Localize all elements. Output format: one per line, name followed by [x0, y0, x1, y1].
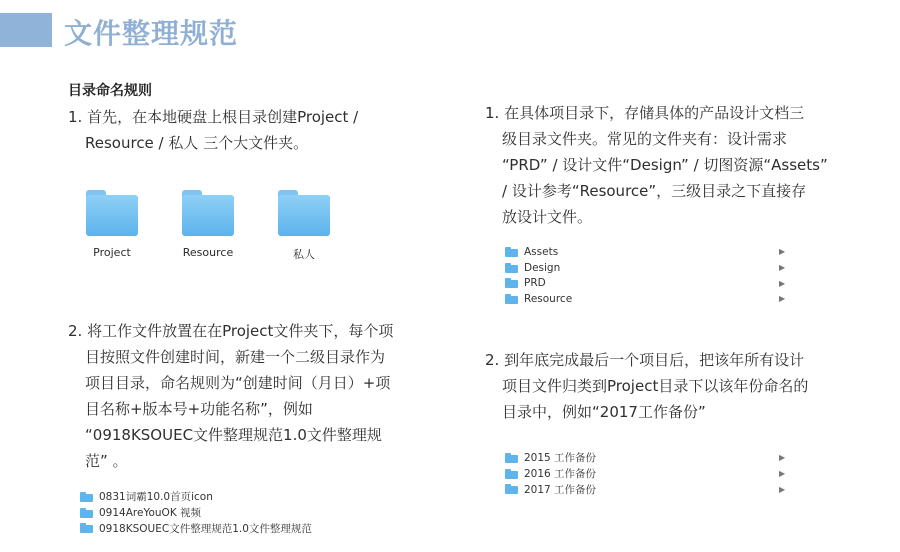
step-2-line-4: 目名称+版本号+功能名称”，例如 — [85, 400, 313, 418]
folder-icon[interactable] — [182, 190, 234, 236]
page-title: 文件整理规范 — [64, 17, 239, 50]
right-step-1-paragraph — [485, 100, 840, 230]
folder-icon[interactable] — [86, 190, 138, 236]
folder-icon — [80, 508, 93, 518]
project-folder-list — [80, 489, 380, 536]
right-step-1-line-2: 级目录文件夹。常见的文件夹有：设计需求 — [502, 130, 788, 148]
disclosure-arrow-icon[interactable]: ▶ — [779, 469, 786, 479]
right-step-1-line-5: 放设计文件。 — [502, 208, 593, 226]
section-title: 目录命名规则 — [68, 83, 152, 99]
folder-label-resource: Resource — [182, 246, 234, 259]
subfolder-list — [505, 244, 805, 307]
header-accent-bar — [0, 13, 52, 47]
right-step-1-line-3: “PRD” / 设计文件“Design” / 切图资源“Assets” — [502, 156, 828, 174]
folder-label-project: Project — [93, 246, 131, 259]
folder-icon — [505, 278, 518, 288]
step-1-line-1: 1. 首先，在本地硬盘上根目录创建Project / — [68, 108, 359, 126]
folder-icon — [80, 492, 93, 502]
list-item[interactable]: Resource ▶ — [505, 291, 805, 307]
list-item[interactable]: 2016 工作备份 ▶ — [505, 466, 805, 482]
right-step-1-line-1: 1. 在具体项目录下，存储具体的产品设计文档三 — [485, 104, 805, 122]
step-2-line-6: 范” 。 — [85, 452, 128, 470]
folder-icon[interactable] — [278, 190, 330, 236]
right-step-2-paragraph — [485, 347, 830, 425]
disclosure-arrow-icon[interactable]: ▶ — [779, 294, 786, 304]
list-item[interactable]: Design ▶ — [505, 260, 805, 276]
right-step-1-line-4: / 设计参考“Resource”，三级目录之下直接存 — [502, 182, 807, 200]
disclosure-arrow-icon[interactable]: ▶ — [779, 247, 786, 257]
folder-icon — [505, 484, 518, 494]
right-step-2-line-2: 项目文件归类到Project目录下以该年份命名的 — [502, 377, 809, 395]
folder-icon — [80, 523, 93, 533]
step-2-line-2: 目按照文件创建时间，新建一个二级目录作为 — [85, 348, 386, 366]
step-2-paragraph — [68, 318, 413, 474]
list-item[interactable]: 2015 工作备份 ▶ — [505, 450, 805, 466]
folder-label-private: 私人 — [293, 248, 315, 261]
right-step-2-line-1: 2. 到年底完成最后一个项目后，把该年所有设计 — [485, 351, 805, 369]
folder-icon — [505, 263, 518, 273]
disclosure-arrow-icon[interactable]: ▶ — [779, 484, 786, 494]
disclosure-arrow-icon[interactable]: ▶ — [779, 263, 786, 273]
disclosure-arrow-icon[interactable]: ▶ — [779, 278, 786, 288]
year-folder-list — [505, 450, 805, 497]
step-2-line-1: 2. 将工作文件放置在在Project文件夹下，每个项 — [68, 322, 394, 340]
disclosure-arrow-icon[interactable]: ▶ — [779, 453, 786, 463]
list-item[interactable]: Assets ▶ — [505, 244, 805, 260]
list-item[interactable]: PRD ▶ — [505, 275, 805, 291]
folder-icon — [505, 469, 518, 479]
step-2-line-5: “0918KSOUEC文件整理规范1.0文件整理规 — [85, 426, 382, 444]
folder-icon — [505, 247, 518, 257]
folder-icon — [505, 453, 518, 463]
step-1-paragraph — [68, 104, 388, 156]
folder-icon — [505, 294, 518, 304]
list-item[interactable]: 0831词霸10.0首页icon — [80, 489, 380, 505]
step-2-line-3: 项目目录，命名规则为“创建时间（月日）+项 — [85, 374, 391, 392]
right-step-2-line-3: 目录中，例如“2017工作备份” — [502, 403, 706, 421]
step-1-line-2: Resource / 私人 三个大文件夹。 — [85, 134, 309, 152]
list-item[interactable]: 2017 工作备份 ▶ — [505, 481, 805, 497]
list-item[interactable]: 0918KSOUEC文件整理规范1.0文件整理规范 — [80, 520, 380, 536]
root-folders — [86, 190, 346, 265]
list-item[interactable]: 0914AreYouOK 视频 — [80, 505, 380, 521]
